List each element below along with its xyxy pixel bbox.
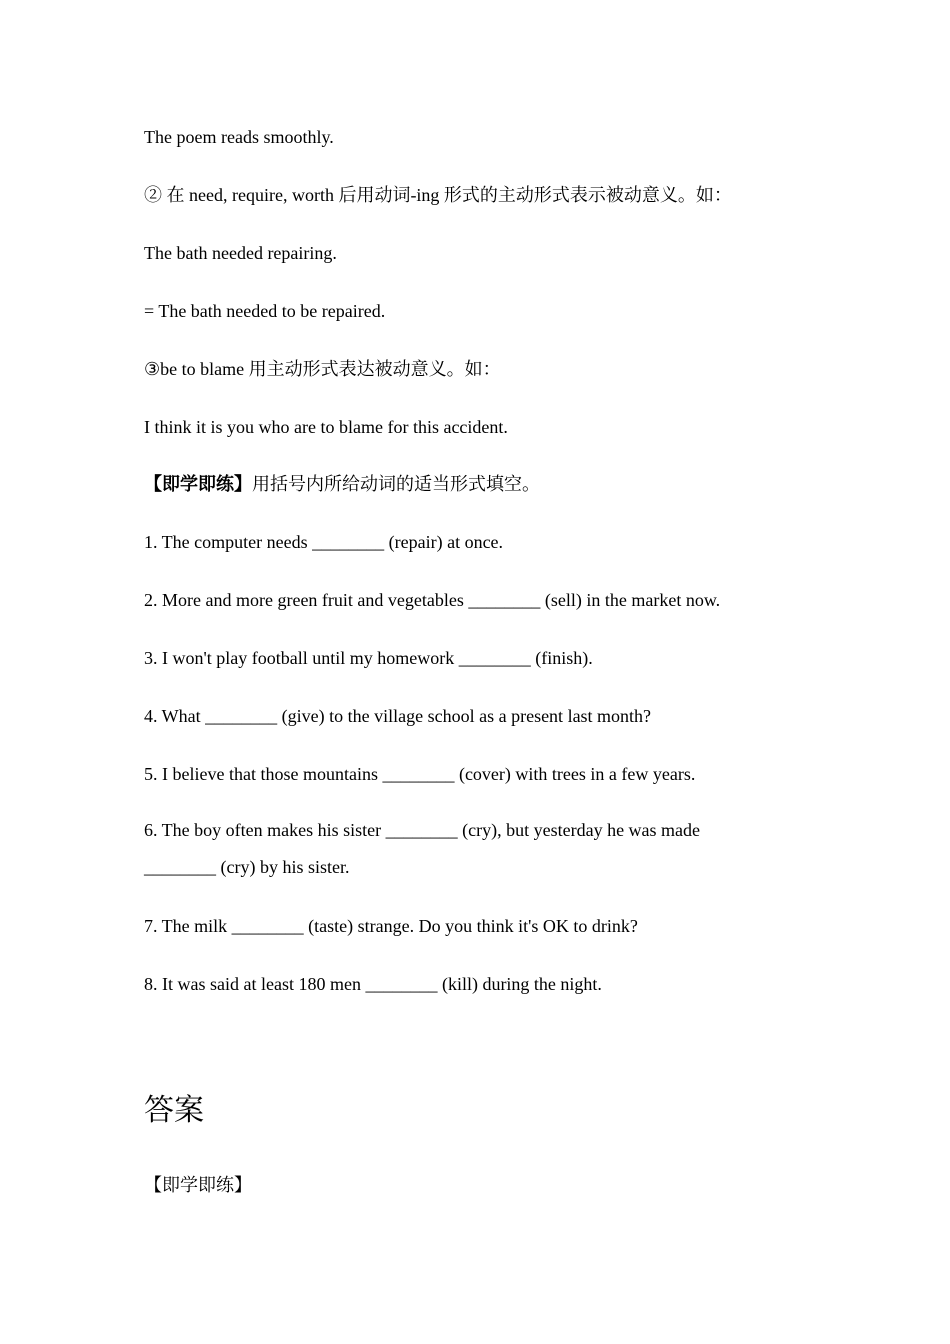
example-sentence-bath-repaired: = The bath needed to be repaired. [144,301,386,321]
example-sentence-bath-repairing: The bath needed repairing. [144,243,337,263]
exercise-item-7: 7. The milk ________ (taste) strange. Do you think it's OK to drink? [144,916,638,936]
rule-2-need-require-worth: ② 在 need, require, worth 后用动词-ing 形式的主动形式表示被动意义。如： [144,185,732,205]
exercise-item-6: 6. The boy often makes his sister ________ (cry), but yesterday he was made ________ (cry) by his sister. [144,820,701,877]
exercise-item-4: 4. What ________ (give) to the village school as a present last month? [144,706,652,726]
answers-practice-label: 【即学即练】 [144,1175,252,1195]
exercise-item-2: 2. More and more green fruit and vegetables ________ (sell) in the market now. [144,590,721,610]
practice-instruction-text: 用括号内所给动词的适当形式填空。 [252,474,540,494]
exercise-item-1: 1. The computer needs ________ (repair) at once. [144,532,504,552]
example-sentence-blame: I think it is you who are to blame for this accident. [144,417,508,437]
exercise-item-5: 5. I believe that those mountains ________ (cover) with trees in a few years. [144,764,696,784]
exercise-item-3: 3. I won't play football until my homework ________ (finish). [144,648,593,668]
answers-heading: 答案 [144,1094,204,1127]
practice-instruction [144,472,794,496]
exercise-item-8: 8. It was said at least 180 men ________ (kill) during the night. [144,974,602,994]
example-sentence-poem: The poem reads smoothly. [144,127,334,147]
practice-label: 【即学即练】 [144,474,252,494]
rule-3-be-to-blame: ③be to blame 用主动形式表达被动意义。如： [144,359,501,379]
